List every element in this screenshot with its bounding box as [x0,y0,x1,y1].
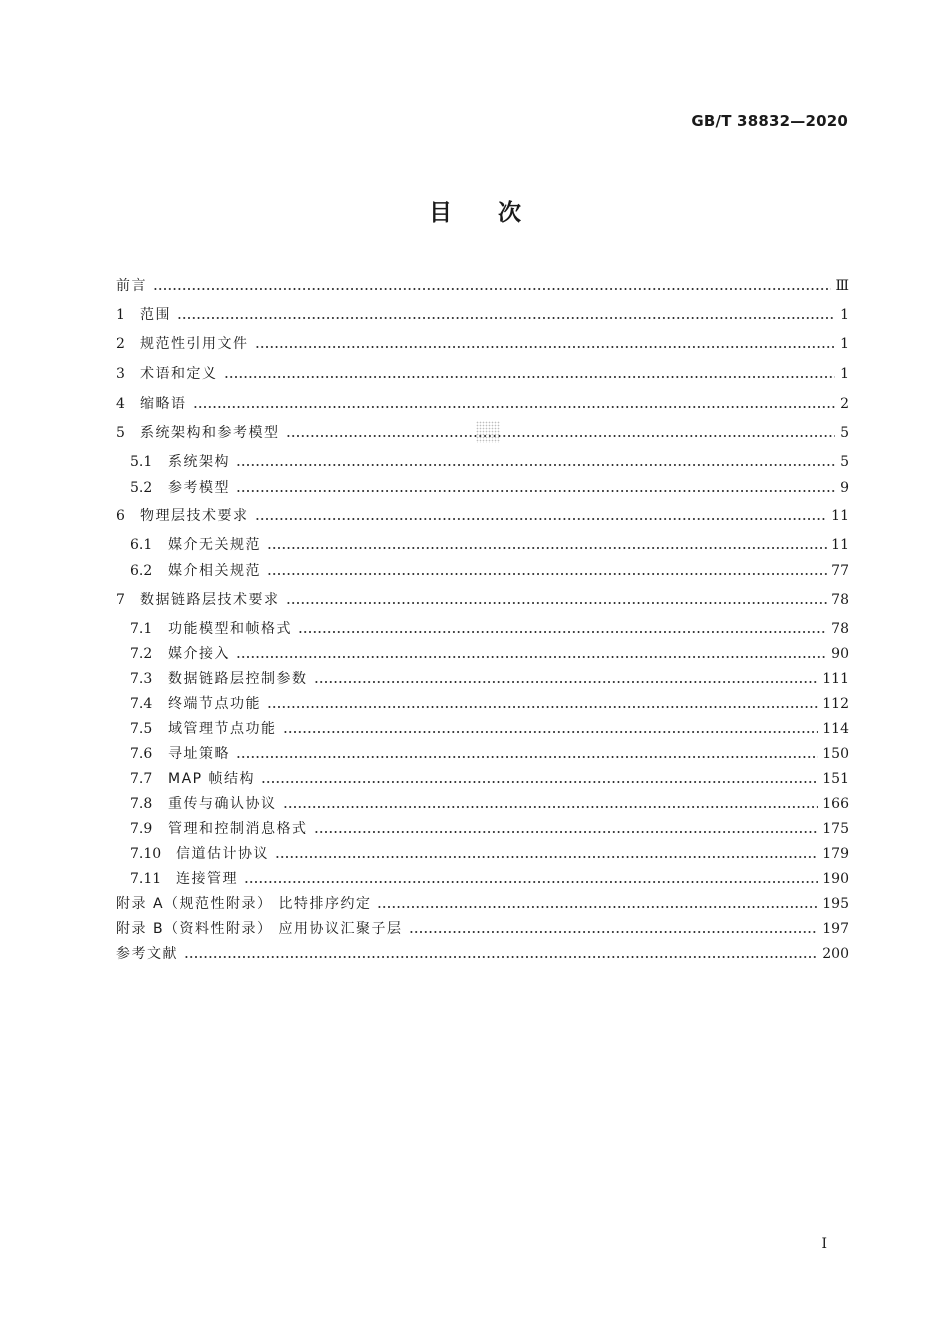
toc-leader-dots [236,755,818,759]
toc-entry-label: 终端节点功能 [168,696,261,712]
toc-entry-page: 197 [822,921,849,937]
toc-entry-7-1[interactable] [116,614,849,638]
toc-entry-number: 7.9 [130,821,153,837]
toc-entry-label: 信道估计协议 [176,846,269,862]
toc-leader-dots [261,780,818,784]
toc-entry-page: 1 [840,307,849,323]
toc-entry-page: 9 [840,480,849,496]
toc-entry-7-6[interactable] [116,739,849,763]
toc-entry-6-1[interactable] [116,530,849,554]
toc-entry-label: 管理和控制消息格式 [168,821,308,837]
toc-entry-page: 90 [831,646,849,662]
toc-entry-page: 179 [822,846,849,862]
toc-entry-number: 7.10 [130,846,162,862]
toc-entry-page: 151 [822,771,849,787]
toc-entry-label: 规范性引用文件 [140,336,249,352]
toc-leader-dots [255,345,836,349]
toc-leader-dots [267,572,827,576]
toc-leader-dots [244,880,818,884]
toc-entry-label: 数据链路层技术要求 [140,592,280,608]
toc-entry-number: 5 [116,425,125,441]
toc-entry-label: 系统架构 [168,454,230,470]
toc-entry-number: 1 [116,307,125,323]
toc-entry-label: 功能模型和帧格式 [168,621,292,637]
toc-leader-dots [193,405,836,409]
toc-leader-dots [267,705,818,709]
toc-entry-page: 166 [822,796,849,812]
toc-entry-7-7[interactable] [116,764,849,788]
toc-entry-number: 5.1 [130,454,153,470]
toc-entry-label: 缩略语 [140,396,187,412]
toc-entry-number: 5.2 [130,480,153,496]
toc-entry-page: 78 [831,621,849,637]
toc-entry-7-11[interactable] [116,864,849,888]
toc-entry-label: 域管理节点功能 [168,721,277,737]
toc-entry-page: 78 [831,592,849,608]
toc-leader-dots [255,517,828,521]
toc-entry-page: 5 [840,425,849,441]
toc-leader-dots [267,546,827,550]
toc-entry-number: 3 [116,366,125,382]
toc-entry-number: 7 [116,592,125,608]
toc-entry-page: 195 [822,896,849,912]
toc-entry-page: 1 [840,366,849,382]
page-number: I [821,1236,827,1252]
toc-leader-dots [314,830,819,834]
toc-leader-dots [298,630,827,634]
toc-entry-label: 前言 [116,278,147,294]
toc-entry-label: 物理层技术要求 [140,508,249,524]
toc-entry-label: 范围 [140,307,171,323]
toc-leader-dots [236,655,827,659]
toc-entry-label: 附录 B（资料性附录） 应用协议汇聚子层 [116,921,403,937]
toc-leader-dots [286,601,828,605]
toc-entry-7-3[interactable] [116,664,849,688]
toc-entry-page: 5 [840,454,849,470]
toc-entry-label: MAP 帧结构 [168,771,256,787]
toc-entry-2[interactable] [116,329,849,353]
toc-entry-7[interactable] [116,585,849,609]
toc-entry-preface[interactable] [116,271,849,295]
toc-entry-5-1[interactable] [116,447,849,471]
toc-entry-number: 7.11 [130,871,162,887]
toc-entry-label: 媒介相关规范 [168,563,261,579]
toc-entry-7-2[interactable] [116,639,849,663]
toc-entry-label: 媒介无关规范 [168,537,261,553]
toc-entry-page: 150 [822,746,849,762]
toc-entry-number: 6.1 [130,537,153,553]
toc-entry-number: 7.5 [130,721,153,737]
toc-entry-page: 190 [822,871,849,887]
toc-entry-page: 11 [831,508,849,524]
toc-entry-5[interactable] [116,418,849,442]
toc-entry-appendix-b[interactable] [116,914,849,938]
toc-leader-dots [236,489,835,493]
toc-entry-label: 连接管理 [176,871,238,887]
toc-entry-page: 11 [831,537,849,553]
toc-leader-dots [409,930,819,934]
toc-leader-dots [314,680,819,684]
toc-entry-page: 200 [822,946,849,962]
toc-entry-number: 7.7 [130,771,153,787]
toc-leader-dots [236,463,835,467]
toc-entry-page: 2 [840,396,849,412]
toc-entry-label: 重传与确认协议 [168,796,277,812]
toc-entry-label: 参考文献 [116,946,178,962]
toc-entry-7-9[interactable] [116,814,849,838]
toc-entry-page: 77 [831,563,849,579]
toc-entry-6-2[interactable] [116,556,849,580]
toc-entry-number: 2 [116,336,125,352]
toc-entry-number: 4 [116,396,125,412]
toc-entry-page: 112 [822,696,849,712]
toc-entry-number: 7.4 [130,696,153,712]
toc-leader-dots [286,434,836,438]
toc-entry-appendix-a[interactable] [116,889,849,913]
toc-entry-page: Ⅲ [835,278,849,294]
toc-leader-dots [177,316,835,320]
toc-leader-dots [153,287,831,291]
toc-entry-number: 7.2 [130,646,153,662]
toc-entry-number: 7.8 [130,796,153,812]
toc-entry-7-10[interactable] [116,839,849,863]
toc-entry-page: 114 [822,721,849,737]
toc-entry-7-5[interactable] [116,714,849,738]
toc-entry-1[interactable] [116,300,849,324]
toc-entry-page: 175 [822,821,849,837]
toc-leader-dots [283,805,819,809]
toc-entry-label: 系统架构和参考模型 [140,425,280,441]
toc-leader-dots [224,375,836,379]
toc-entry-number: 7.3 [130,671,153,687]
toc-entry-references[interactable] [116,939,849,963]
toc-entry-7-8[interactable] [116,789,849,813]
toc-title: 目次 [429,200,567,226]
toc-entry-number: 7.6 [130,746,153,762]
toc-entry-7-4[interactable] [116,689,849,713]
toc-leader-dots [283,730,819,734]
toc-entry-5-2[interactable] [116,473,849,497]
toc-entry-label: 数据链路层控制参数 [168,671,308,687]
toc-entry-4[interactable] [116,389,849,413]
toc-leader-dots [184,955,818,959]
toc-entry-page: 111 [822,671,849,687]
toc-leader-dots [275,855,818,859]
toc-leader-dots [377,905,818,909]
toc-entry-label: 媒介接入 [168,646,230,662]
toc-entry-number: 6 [116,508,125,524]
toc-entry-number: 6.2 [130,563,153,579]
toc-entry-3[interactable] [116,359,849,383]
toc-entry-page: 1 [840,336,849,352]
standard-code: GB/T 38832—2020 [691,112,848,130]
toc-entry-label: 术语和定义 [140,366,218,382]
toc-entry-label: 附录 A（规范性附录） 比特排序约定 [116,896,372,912]
toc-entry-number: 7.1 [130,621,153,637]
toc-entry-label: 参考模型 [168,480,230,496]
toc-entry-label: 寻址策略 [168,746,230,762]
toc-entry-6[interactable] [116,501,849,525]
